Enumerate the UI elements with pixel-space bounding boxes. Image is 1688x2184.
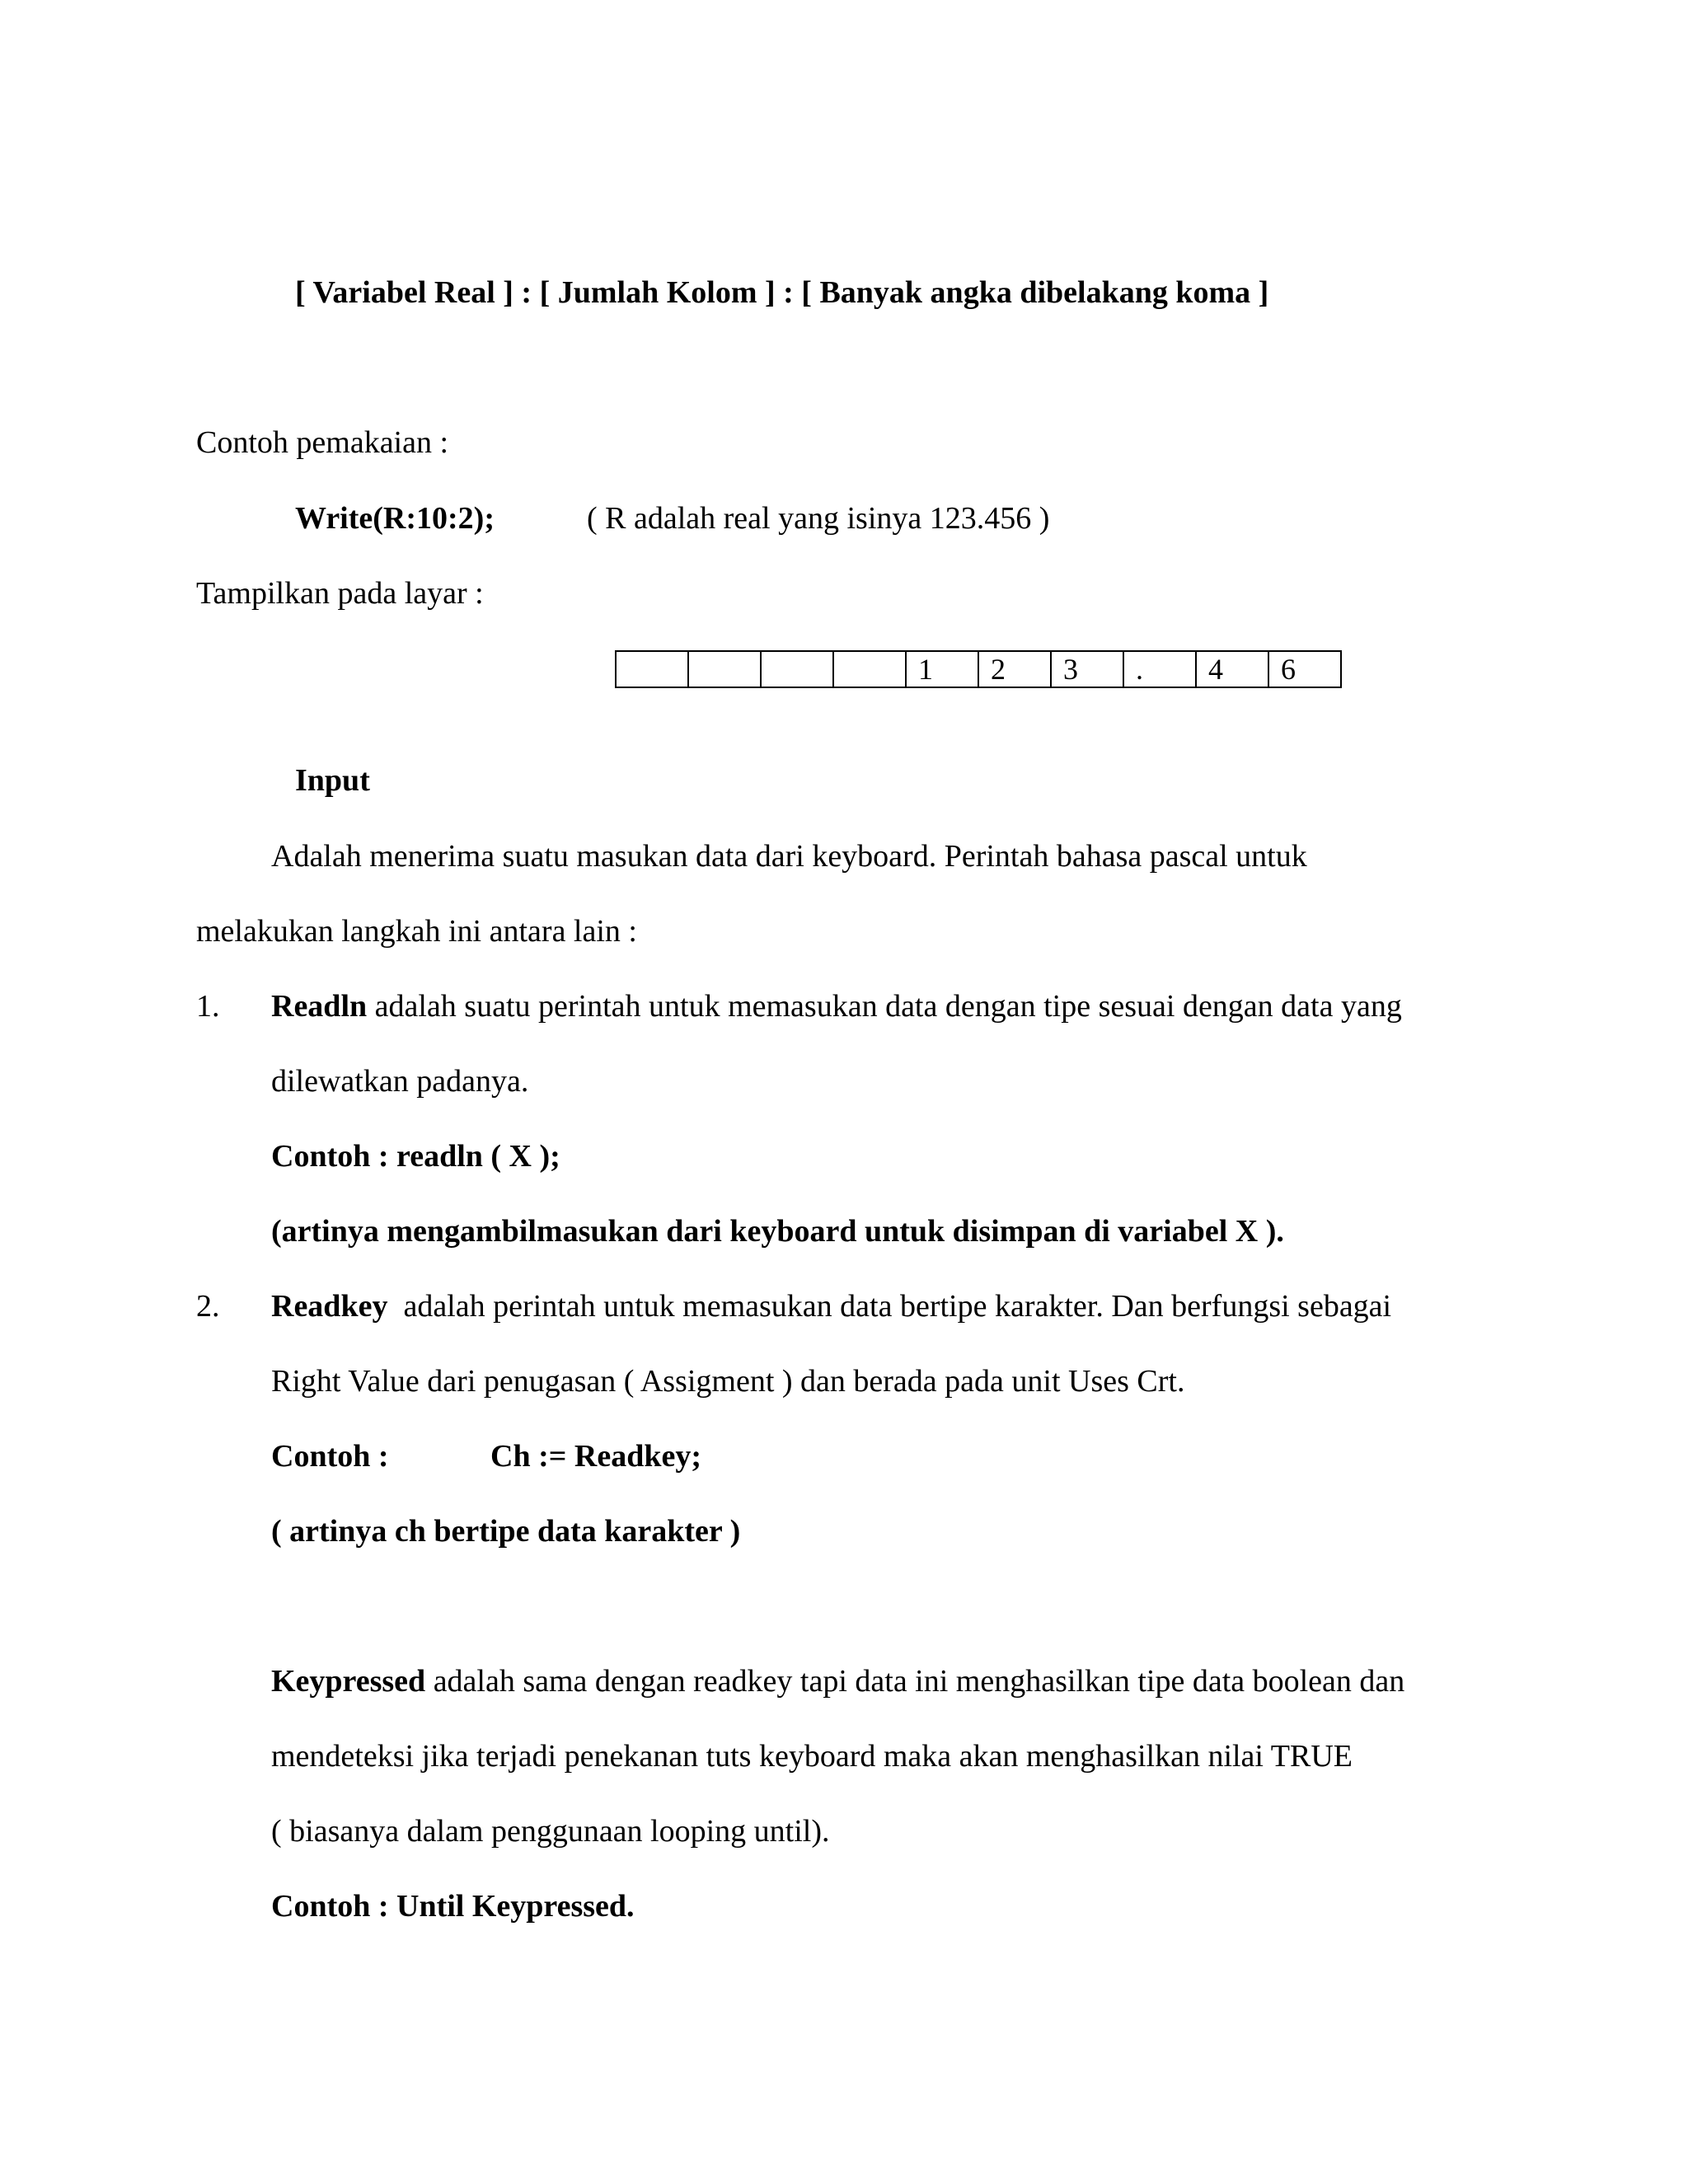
format-line [295,277,1268,308]
item-2-example-label-text: Contoh : [271,1439,389,1474]
keypressed-line-2: mendeteksi jika terjadi penekanan tuts keyboard maka akan menghasilkan nilai TRUE [271,1739,1353,1774]
item-1-example-text: Contoh : readln ( X ); [271,1139,560,1174]
screen-cell: 6 [1268,651,1341,687]
screen-cell: 3 [1051,651,1123,687]
item-2-example-code [490,1441,701,1472]
screen-cell: 4 [1196,651,1268,687]
write-code [295,503,495,534]
keypressed-term: Keypressed [271,1664,426,1699]
keypressed-line-3: ( biasanya dalam penggunaan looping until). [271,1814,830,1849]
item-1-example-note-text: (artinya mengambilmasukan dari keyboard untuk disimpan di variabel X ). [271,1214,1284,1249]
item-2-example-note [271,1516,740,1547]
item-2-line-2: Right Value dari penugasan ( Assigment ) dan berada pada unit Uses Crt. [271,1364,1185,1399]
screen-cell [761,651,833,687]
screen-cell: 2 [978,651,1051,687]
item-1-line-2: dilewatkan padanya. [271,1064,529,1099]
item-1-term: Readln [271,989,368,1024]
item-2-number: 2. [196,1289,220,1324]
screen-output-cells [615,650,1342,688]
keypressed-line-1-rest: adalah sama dengan readkey tapi data ini menghasilkan tipe data boolean dan [425,1664,1405,1699]
screen-cell [833,651,906,687]
screen-output-row [616,651,1341,687]
write-note: ( R adalah real yang isinya 123.456 ) [587,501,1050,536]
item-2-term: Readkey [271,1289,388,1324]
item-2-line-1-rest: adalah perintah untuk memasukan data bertipe karakter. Dan berfungsi sebagai [387,1289,1392,1324]
keypressed-line-1 [271,1666,1404,1697]
item-1-number: 1. [196,989,220,1024]
write-code-text: Write(R:10:2); [295,501,495,536]
screen-cell [688,651,761,687]
input-heading-text: Input [295,763,370,798]
contoh-pemakaian-label: Contoh pemakaian : [196,425,449,460]
keypressed-example-text: Contoh : Until Keypressed. [271,1889,635,1924]
item-1-example [271,1141,560,1172]
input-heading [295,765,370,796]
screen-cell: 1 [906,651,978,687]
tampilkan-label: Tampilkan pada layar : [196,576,484,611]
item-2-example-code-text: Ch := Readkey; [490,1439,701,1474]
format-line-text: [ Variabel Real ] : [ Jumlah Kolom ] : [ Banyak angka dibelakang koma ] [295,275,1269,310]
screen-cell: . [1123,651,1196,687]
input-paragraph-line-2: melakukan langkah ini antara lain : [196,914,637,949]
item-2-line-1 [271,1291,1391,1322]
item-2-example-label [271,1441,389,1472]
item-1-line-1 [271,991,1402,1022]
item-1-line-1-rest: adalah suatu perintah untuk memasukan data dengan tipe sesuai dengan data yang [367,989,1402,1024]
screen-cell [616,651,688,687]
item-2-example-note-text: ( artinya ch bertipe data karakter ) [271,1514,741,1549]
input-paragraph-line-1: Adalah menerima suatu masukan data dari keyboard. Perintah bahasa pascal untuk [271,839,1307,874]
keypressed-example [271,1891,635,1922]
item-1-example-note [271,1216,1284,1247]
